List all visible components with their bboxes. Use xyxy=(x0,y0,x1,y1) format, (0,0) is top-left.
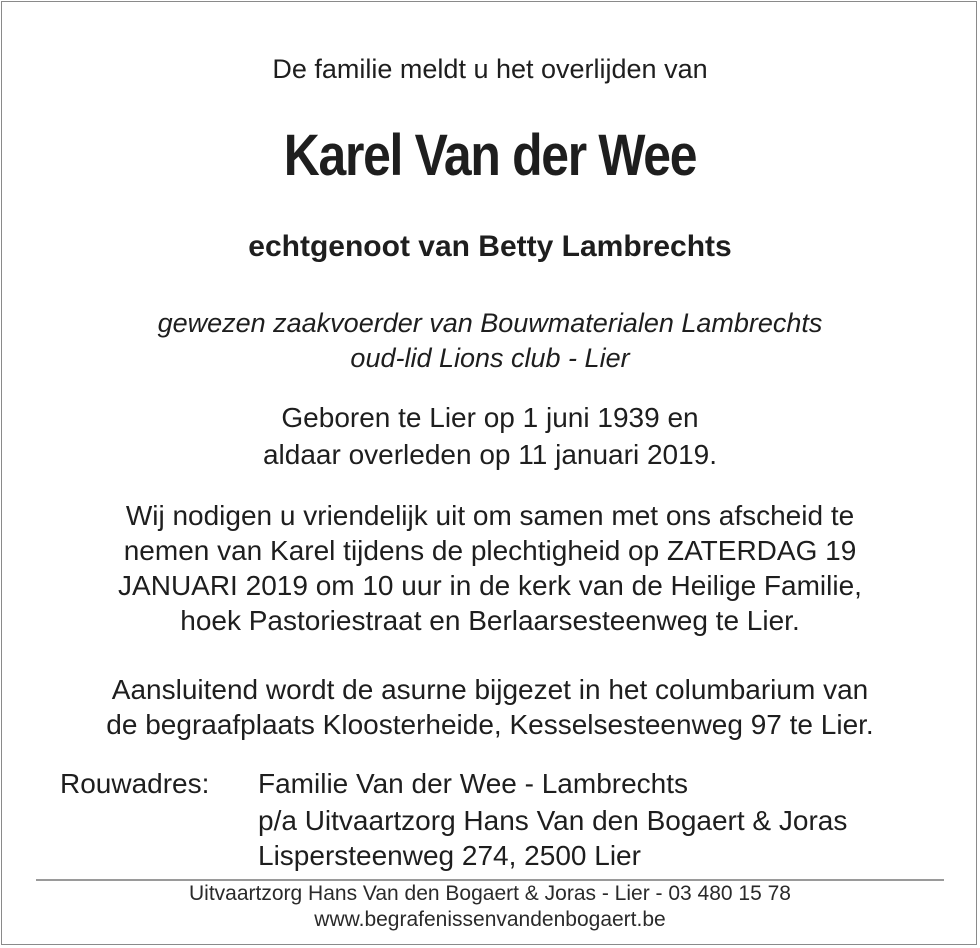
footer-website-link[interactable]: www.begrafenissenvandenbogaert.be xyxy=(314,908,666,931)
intro-text: De familie meldt u het overlijden van xyxy=(272,54,708,84)
spouse-line: echtgenoot van Betty Lambrechts xyxy=(248,230,732,263)
address-line: Familie Van der Wee - Lambrechts xyxy=(258,768,689,799)
address-line: Lispersteenweg 274, 2500 Lier xyxy=(258,840,641,871)
footer-divider xyxy=(36,879,944,881)
ceremony-line: hoek Pastoriestraat en Berlaarsesteenweg te Lier. xyxy=(180,605,800,636)
urn-line: de begraafplaats Kloosterheide, Kesselsesteenweg 97 te Lier. xyxy=(106,709,874,740)
ceremony-line: nemen van Karel tijdens de plechtigheid op ZATERDAG 19 xyxy=(123,535,857,566)
urn-line: Aansluitend wordt de asurne bijgezet in het columbarium van xyxy=(111,674,869,705)
birth-death-line: Geboren te Lier op 1 juni 1939 en xyxy=(281,402,699,433)
ceremony-line: JANUARI 2019 om 10 uur in de kerk van de Heilige Familie, xyxy=(118,570,862,601)
address-line: p/a Uitvaartzorg Hans Van den Bogaert & Joras xyxy=(258,805,848,836)
address-label: Rouwadres: xyxy=(60,768,210,799)
ceremony-line: Wij nodigen u vriendelijk uit om samen met ons afscheid te xyxy=(125,500,855,531)
role-line: oud-lid Lions club - Lier xyxy=(350,343,630,373)
deceased-name: Karel Van der Wee xyxy=(283,123,697,188)
role-line: gewezen zaakvoerder van Bouwmaterialen Lambrechts xyxy=(157,308,823,338)
footer-company: Uitvaartzorg Hans Van den Bogaert & Joras - Lier - 03 480 15 78 xyxy=(189,882,791,905)
birth-death-line: aldaar overleden op 11 januari 2019. xyxy=(262,439,718,470)
